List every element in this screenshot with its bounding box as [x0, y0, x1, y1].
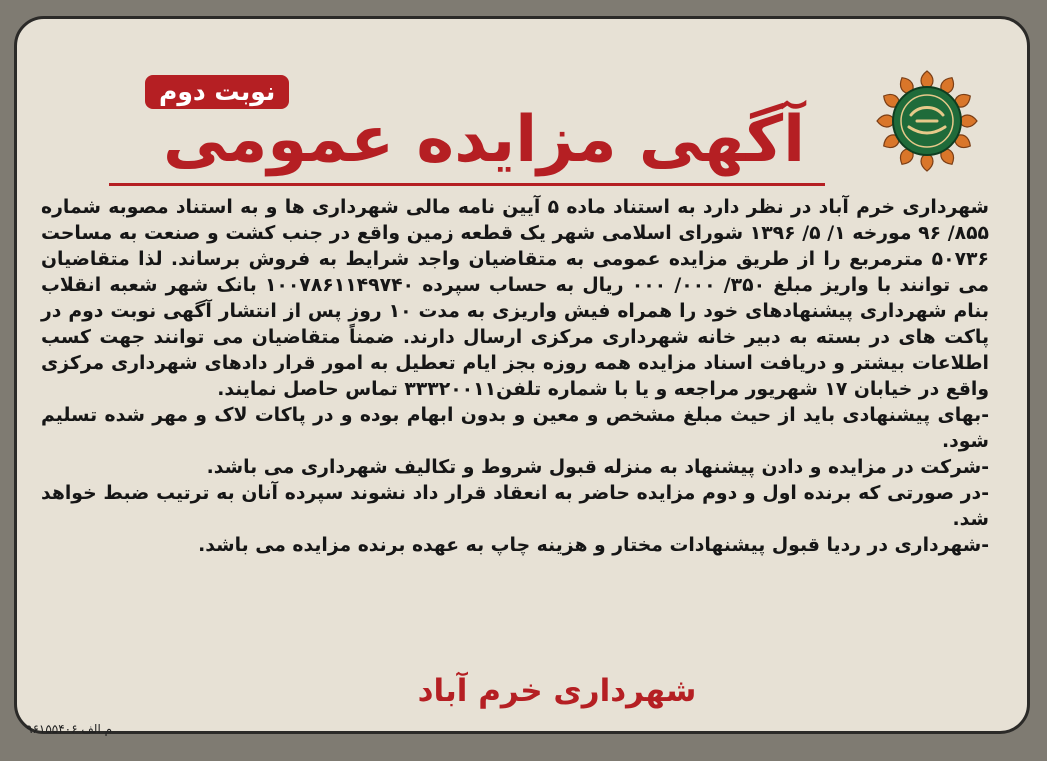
notice-body: [41, 195, 989, 559]
intro-paragraph: شهرداری خرم آباد در نظر دارد به استناد ماده ۵ آیین نامه مالی شهرداری ها و به استناد مصوبه شماره ۸۵۵/ ۹۶ مورخه ۱/ ۵/ ۱۳۹۶ شورای اسلامی شهر یک قطعه زمین واقع در جنب کشت و صنعت به مساحت ۵۰۷۳۶ مترمربع را از طریق مزایده عمومی به متقاضیان واجد شرایط به فروش برساند. لذا متقاضیان می توانند با واریز مبلغ ۳۵۰/ ۰۰۰/ ۰۰۰ ریال به حساب سپرده ۱۰۰۷۸۶۱۱۴۹۷۴۰ بانک شهر شعبه انقلاب بنام شهرداری پیشنهادهای خود را همراه فیش واریزی به مدت ۱۰ روز پس از انتشار آگهی نوبت دوم در پاکت های در بسته به دبیر خانه شهرداری مرکزی ارسال دارند. ضمناً متقاضیان می توانند جهت کسب اطلاعات بیشتر و دریافت اسناد مزایده همه روزه بجز ایام تعطیل به امور قرار دادهای شهرداری مرکزی واقع در خیابان ۱۷ شهریور مراجعه و یا با شماره تلفن۳۳۳۲۰۰۱۱ تماس حاصل نمایند.: [41, 197, 990, 400]
signature: شهرداری خرم آباد: [417, 673, 697, 709]
ad-code: م الف ۹۶۱۵۵۴۰۶: [26, 722, 113, 736]
condition-item: -بهای پیشنهادی باید از حیث مبلغ مشخص و معین و بدون ابهام بوده و در پاکات لاک و مهر شده تسلیم شود.: [41, 405, 989, 452]
title-underline: [109, 183, 825, 186]
municipality-logo-icon: [875, 69, 979, 173]
round-badge: نوبت دوم: [145, 75, 289, 109]
header: [95, 63, 825, 197]
page-title: آگهی مزایده عمومی: [163, 103, 805, 177]
ad-notice: [14, 16, 1030, 734]
condition-item: -در صورتی که برنده اول و دوم مزایده حاضر به انعقاد قرار داد نشوند سپرده آنان به ترتیب ضبط خواهد شد.: [41, 483, 989, 530]
condition-item: -شرکت در مزایده و دادن پیشنهاد به منزله قبول شروط و تکالیف شهرداری می باشد.: [206, 457, 989, 478]
condition-item: -شهرداری در ردیا قبول پیشنهادات مختار و هزینه چاپ به عهده برنده مزایده می باشد.: [198, 535, 989, 556]
